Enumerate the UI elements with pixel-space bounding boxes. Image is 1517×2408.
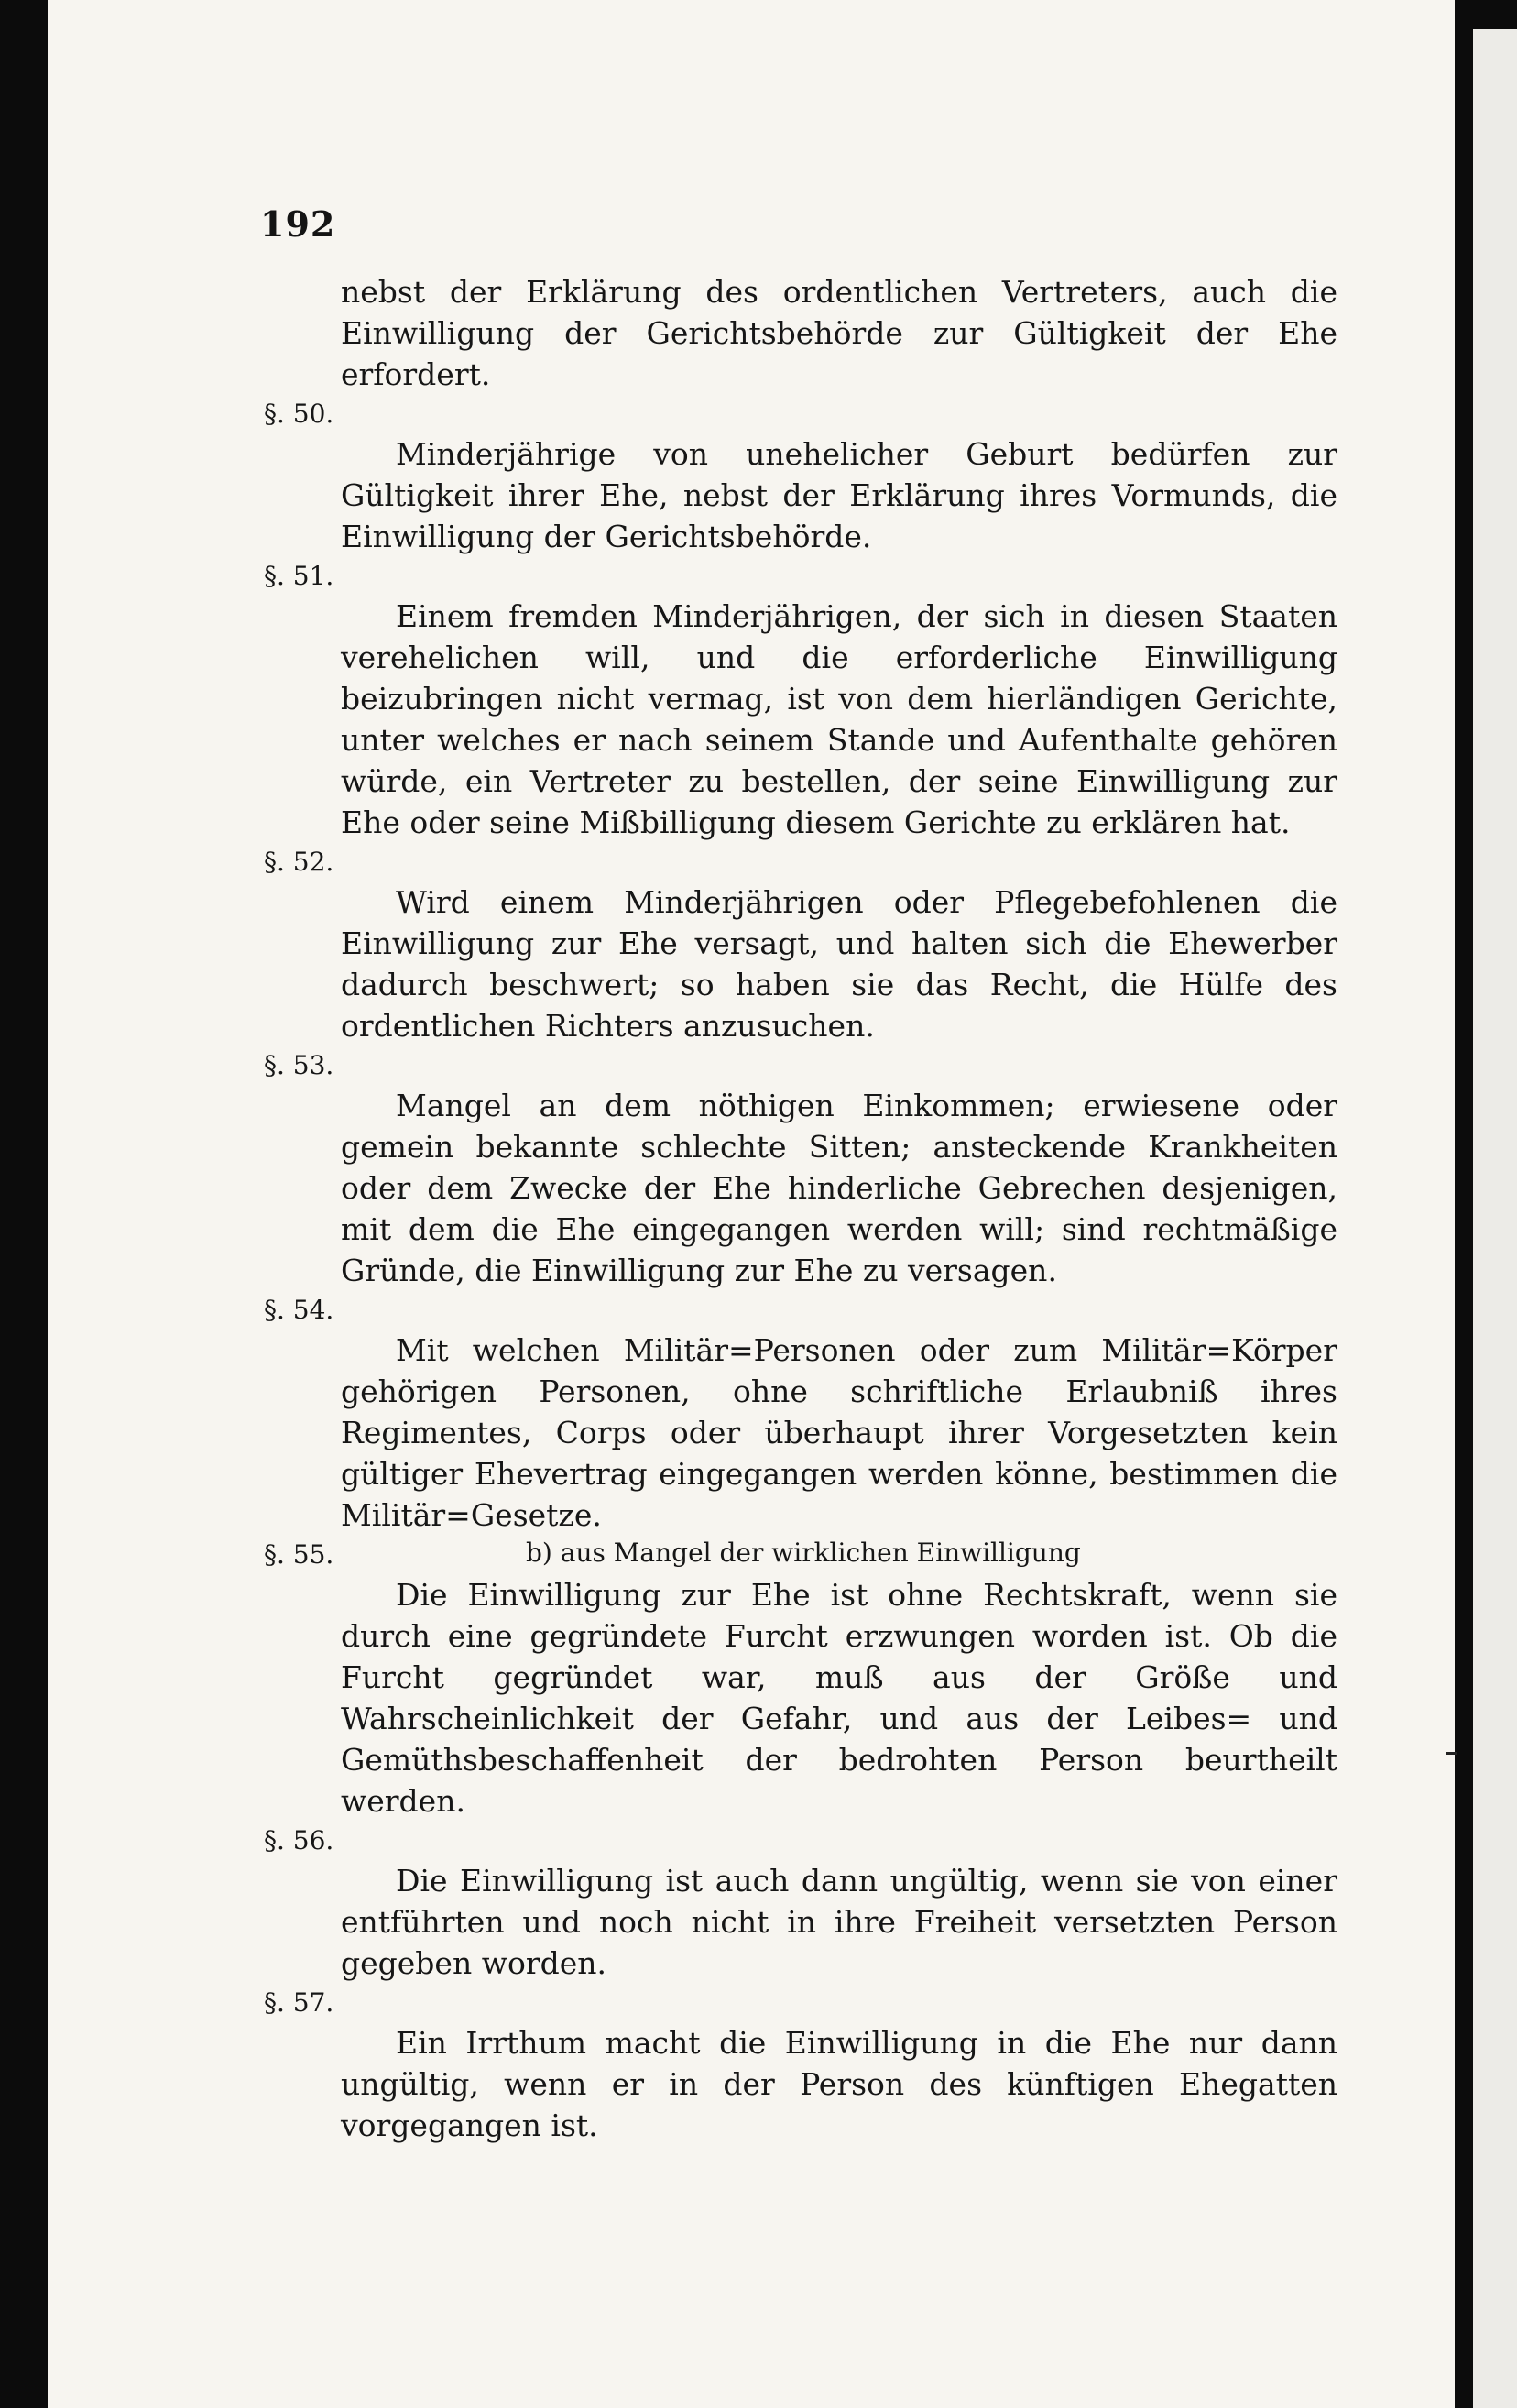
- section-53-text: Mangel an dem nöthigen Einkommen; erwiesene oder gemein bekannte schlechte Sitten; ansteckende Krankheiten oder dem Zwecke der Ehe hinderliche Gebrechen desjenigen, mit dem die Ehe eingegangen werden will; sind rechtmäßige Gründe, die Einwilligung zur Ehe zu versagen.: [341, 1088, 1337, 1288]
- section-label: §. 55.: [264, 1539, 334, 1570]
- section-55-text: Die Einwilligung zur Ehe ist ohne Rechtskraft, wenn sie durch eine gegründete Furcht erzwungen worden ist. Ob die Furcht gegründet war, muß aus der Größe und Wahrscheinlichkeit der Gefahr, und aus der Leibes= und Gemüthsbeschaffenheit der bedrohten Person beurtheilt werden.: [341, 1577, 1337, 1819]
- section-51-text: Einem fremden Minderjährigen, der sich in diesen Staaten verehelichen will, und die erforderliche Einwilligung beizubringen nicht vermag, ist von dem hierländigen Gerichte, unter welches er nach seinem Stande und Aufenthalte gehören würde, ein Vertreter zu bestellen, der seine Einwilligung zur Ehe oder seine Mißbilligung diesem Gerichte zu erklären hat.: [341, 598, 1337, 840]
- section-50-text: Minderjährige von unehelicher Geburt bedürfen zur Gültigkeit ihrer Ehe, nebst der Erklärung ihres Vormunds, die Einwilligung der Gerichtsbehörde.: [341, 436, 1337, 554]
- section-53-header: [264, 1050, 1337, 1085]
- section-label: §. 57.: [264, 1987, 334, 2018]
- section-56-text: Die Einwilligung ist auch dann ungültig, wenn sie von einer entführten und noch nicht in ihre Freiheit versetzten Person gegeben worden.: [341, 1863, 1337, 1981]
- page-number: 192: [260, 203, 336, 245]
- section-label: §. 51.: [264, 561, 334, 591]
- section-56-header: [264, 1825, 1337, 1860]
- section-54-text: Mit welchen Militär=Personen oder zum Militär=Körper gehörigen Personen, ohne schriftliche Erlaubniß ihres Regimentes, Corps oder überhaupt ihrer Vorgesetzten kein gültiger Ehevertrag eingegangen werden könne, bestimmen die Militär=Gesetze.: [341, 1332, 1337, 1533]
- section-57-header: [264, 1987, 1337, 2022]
- section-label: §. 50.: [264, 399, 334, 429]
- section-label: §. 54.: [264, 1295, 334, 1325]
- section-52-text: Wird einem Minderjährigen oder Pflegebefohlenen die Einwilligung zur Ehe versagt, und halten sich die Ehewerber dadurch beschwert; so haben sie das Recht, die Hülfe des ordentlichen Richters anzusuchen.: [341, 884, 1337, 1044]
- page-body: [264, 271, 1337, 2146]
- section-52-header: [264, 847, 1337, 881]
- section-label: §. 56.: [264, 1825, 334, 1855]
- section-50-header: [264, 399, 1337, 433]
- margin-mark: [1446, 1752, 1457, 1755]
- section-57-text: Ein Irrthum macht die Einwilligung in die Ehe nur dann ungültig, wenn er in der Person des künftigen Ehegatten vorgegangen ist.: [341, 2025, 1337, 2143]
- section-51-header: [264, 561, 1337, 596]
- next-page-edge: [1473, 29, 1517, 2408]
- section-subheading: b) aus Mangel der wirklichen Einwilligung: [526, 1538, 1081, 1568]
- continuation-paragraph: nebst der Erklärung des ordentlichen Vertreters, auch die Einwilligung der Gerichtsbehörde zur Gültigkeit der Ehe erfordert.: [341, 274, 1337, 392]
- section-54-header: [264, 1295, 1337, 1330]
- section-55-header: [264, 1538, 1337, 1574]
- section-label: §. 52.: [264, 847, 334, 877]
- section-label: §. 53.: [264, 1050, 334, 1080]
